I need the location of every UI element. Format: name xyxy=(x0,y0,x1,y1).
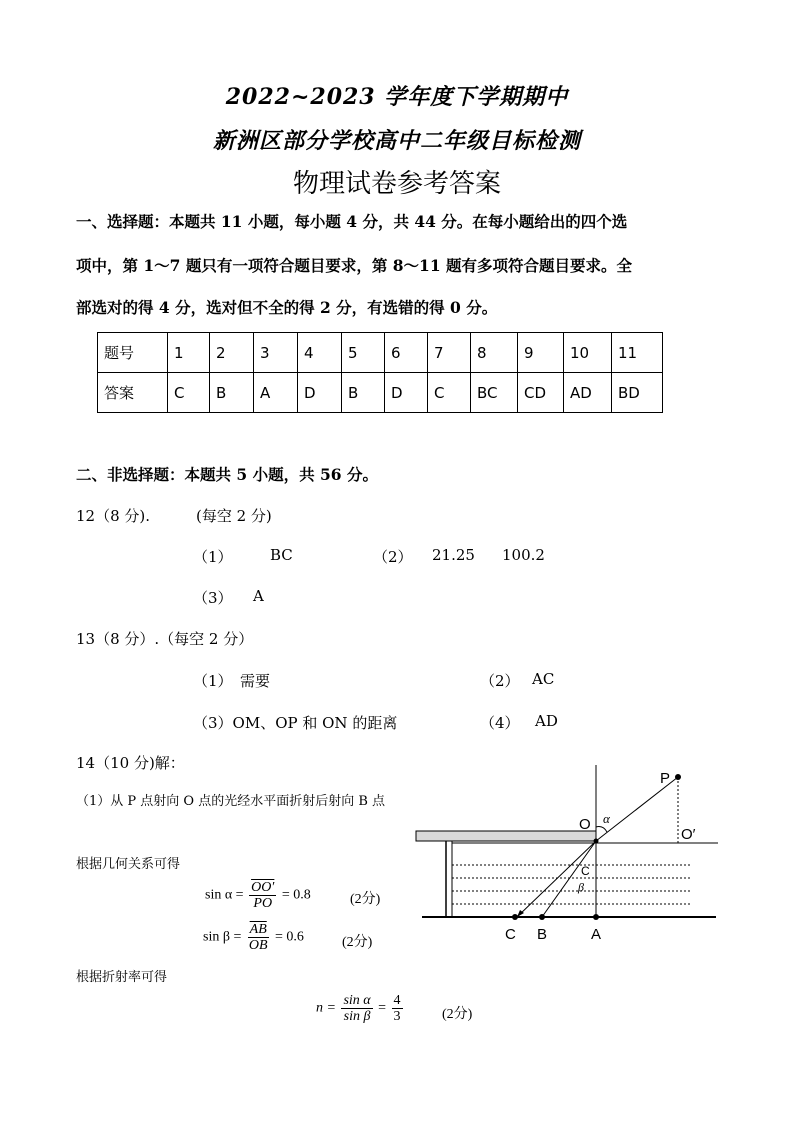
table-cell: AD xyxy=(564,373,612,413)
table-row-answers xyxy=(98,373,663,413)
q12-answer2b: 100.2 xyxy=(502,546,545,564)
q12-part1: （1） xyxy=(193,548,233,566)
table-cell: 3 xyxy=(254,333,298,373)
exam-title-line1: 2022~2023 学年度下学期期中 xyxy=(225,84,569,110)
q12-head: 12（8 分). xyxy=(76,507,151,525)
q13-part1: （1） xyxy=(193,672,233,690)
q12-note: (每空 2 分) xyxy=(196,507,272,525)
q12-part3: （3） xyxy=(193,589,233,607)
table-cell: BD xyxy=(612,373,663,413)
q14-geometry-note: 根据几何关系可得 xyxy=(76,857,181,872)
label-beta: β xyxy=(578,880,584,894)
q12-answer2a: 21.25 xyxy=(432,546,475,564)
n-denominator: sin β xyxy=(343,1009,371,1024)
point-p xyxy=(675,774,681,780)
point-c xyxy=(512,914,518,920)
q13-head: 13（8 分）.（每空 2 分） xyxy=(76,630,254,648)
row-label-questions: 题号 xyxy=(98,333,168,373)
sin-beta-equation xyxy=(203,922,304,953)
sin-beta-lhs: sin β = xyxy=(203,929,242,945)
label-c-mid: C xyxy=(581,864,590,878)
tank-top-plate xyxy=(416,831,596,841)
table-row-questions xyxy=(98,333,663,373)
label-o-prime: O′ xyxy=(681,826,696,843)
q14-refraction-note: 根据折射率可得 xyxy=(76,970,168,985)
section1-line3: 部选对的得 4 分，选对但不全的得 2 分，有选错的得 0 分。 xyxy=(76,298,498,317)
sin-beta-numerator: $\overline{AB}$ xyxy=(249,922,267,937)
point-o xyxy=(594,839,599,844)
sin-alpha-value: = 0.8 xyxy=(281,887,311,903)
q13-part3: （3）OM、OP 和 ON 的距离 xyxy=(193,714,398,732)
row-label-answers: 答案 xyxy=(98,373,168,413)
table-cell: 2 xyxy=(210,333,254,373)
q12-answer1: BC xyxy=(270,546,293,564)
n-value-fraction xyxy=(392,993,403,1024)
section1-line1: 一、选择题：本题共 11 小题，每小题 4 分，共 44 分。在每小题给出的四个选 xyxy=(76,212,628,231)
label-b: B xyxy=(537,926,548,943)
q12-part2: （2） xyxy=(373,548,413,566)
q12-answer3: A xyxy=(253,587,264,605)
table-cell: A xyxy=(254,373,298,413)
q13-answer2: AC xyxy=(532,670,555,688)
sin-beta-value: = 0.6 xyxy=(275,929,304,945)
sin-alpha-numerator: OO′ xyxy=(251,880,275,895)
q13-part2: （2） xyxy=(480,672,520,690)
table-cell: 5 xyxy=(342,333,385,373)
table-cell: B xyxy=(342,373,385,413)
table-cell: 9 xyxy=(518,333,564,373)
sin-beta-fraction xyxy=(247,922,270,953)
point-a xyxy=(593,914,599,920)
sin-beta-denominator: OB xyxy=(248,938,268,953)
table-cell: D xyxy=(385,373,428,413)
refracted-ray-b xyxy=(542,841,596,917)
table-cell: 7 xyxy=(428,333,471,373)
table-cell: 11 xyxy=(612,333,663,373)
label-alpha: α xyxy=(603,811,610,826)
q13-answer1: 需要 xyxy=(240,672,271,690)
label-a: A xyxy=(591,926,602,943)
table-cell: 4 xyxy=(298,333,342,373)
q14-sub1: （1）从 P 点射向 O 点的光经水平面折射后射向 B 点 xyxy=(76,794,386,809)
sin-alpha-equation xyxy=(205,880,311,911)
n-lhs: n = xyxy=(316,1000,336,1016)
table-cell: C xyxy=(428,373,471,413)
score-sin-beta: (2分) xyxy=(342,935,373,950)
exam-title-line3: 物理试卷参考答案 xyxy=(292,169,501,199)
q13-part4: （4） xyxy=(480,714,520,732)
exam-title-line2: 新洲区部分学校高中二年级目标检测 xyxy=(212,128,581,154)
label-c: C xyxy=(505,926,516,943)
q14-head: 14（10 分)解： xyxy=(76,754,185,772)
table-cell: 1 xyxy=(168,333,210,373)
table-cell: 10 xyxy=(564,333,612,373)
point-b xyxy=(539,914,545,920)
table-cell: C xyxy=(168,373,210,413)
sin-alpha-lhs: sin α = xyxy=(205,887,244,903)
n-equals: = xyxy=(378,1000,387,1016)
label-o: O xyxy=(579,816,591,833)
section2-title: 二、非选择题：本题共 5 小题，共 56 分。 xyxy=(76,465,378,484)
n-value-denominator: 3 xyxy=(393,1009,401,1024)
n-numerator: sin α xyxy=(343,993,371,1008)
score-sin-alpha: (2分) xyxy=(350,892,381,907)
table-cell: D xyxy=(298,373,342,413)
angle-alpha-arc xyxy=(596,827,607,832)
section1-line2: 项中，第 1～7 题只有一项符合题目要求，第 8～11 题有多项符合题目要求。全 xyxy=(76,256,633,275)
table-cell: 6 xyxy=(385,333,428,373)
refractive-index-equation xyxy=(316,993,405,1024)
n-fraction xyxy=(341,993,372,1024)
refracted-ray-c xyxy=(517,841,596,917)
sin-alpha-fraction xyxy=(249,880,276,911)
n-value-numerator: 4 xyxy=(393,993,401,1008)
refraction-diagram xyxy=(410,765,730,945)
table-cell: B xyxy=(210,373,254,413)
label-p: P xyxy=(660,770,671,787)
table-cell: 8 xyxy=(471,333,518,373)
table-cell: BC xyxy=(471,373,518,413)
table-cell: CD xyxy=(518,373,564,413)
answer-table xyxy=(97,332,663,413)
sin-alpha-denominator: PO xyxy=(253,896,273,911)
q13-answer4: AD xyxy=(535,712,558,730)
score-refractive-index: (2分) xyxy=(442,1007,473,1022)
